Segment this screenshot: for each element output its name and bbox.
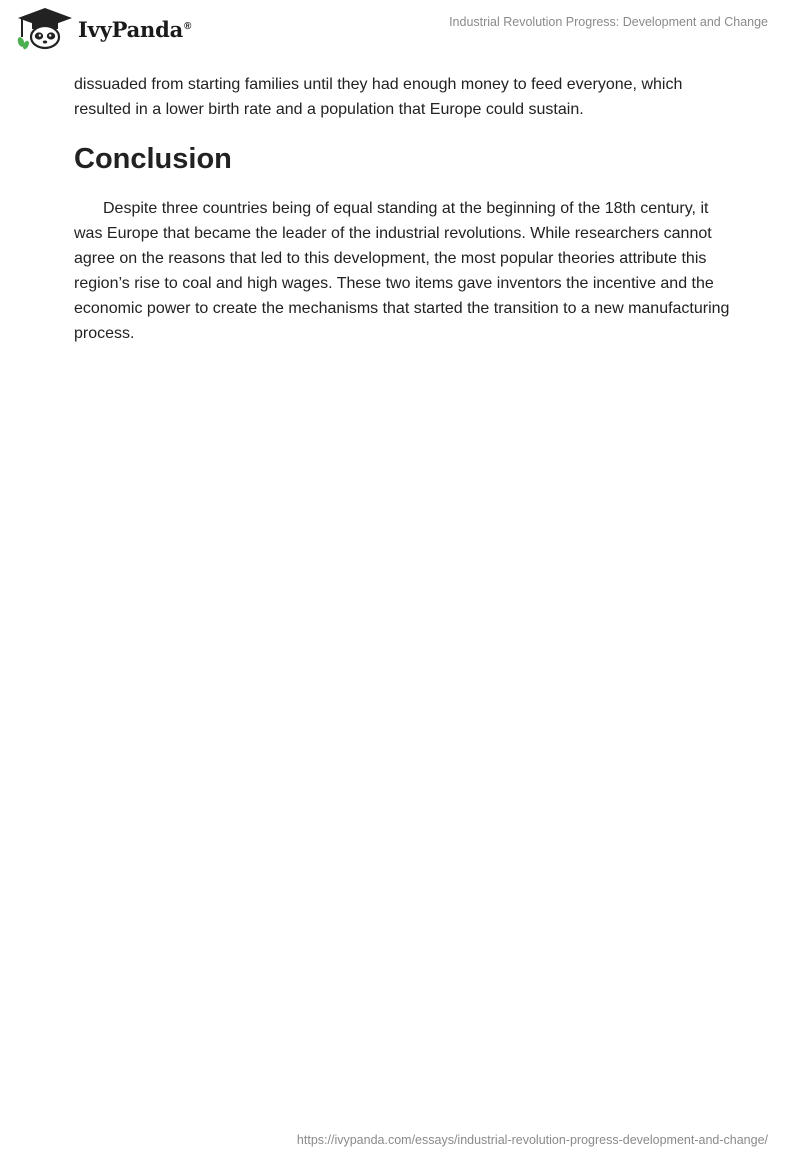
source-url[interactable]: https://ivypanda.com/essays/industrial-revolution-progress-development-and-change/ bbox=[296, 1133, 768, 1147]
document-title: Industrial Revolution Progress: Development and Change bbox=[449, 15, 768, 29]
registered-mark: ® bbox=[184, 20, 192, 32]
essay-content bbox=[74, 72, 734, 346]
conclusion-paragraph: Despite three countries being of equal standing at the beginning of the 18th century, it was Europe that became the leader of the industrial revolutions. While researchers cannot agree on the reasons that led to this development, the most popular theories attribute this region’s rise to coal and high wages. These two items gave inventors the incentive and the economic power to create the mechanisms that started the transition to a new manufacturing process. bbox=[74, 200, 730, 342]
page-header bbox=[0, 0, 800, 70]
panda-graduation-cap-icon bbox=[16, 6, 74, 50]
section-heading: Conclusion bbox=[74, 143, 232, 175]
body-paragraph-continued: dissuaded from starting families until they had enough money to feed everyone, which resulted in a lower birth rate and a population that Europe could sustain. bbox=[74, 76, 683, 118]
logo-wordmark: IvyPanda® bbox=[78, 16, 192, 42]
ivypanda-logo[interactable] bbox=[16, 6, 191, 50]
